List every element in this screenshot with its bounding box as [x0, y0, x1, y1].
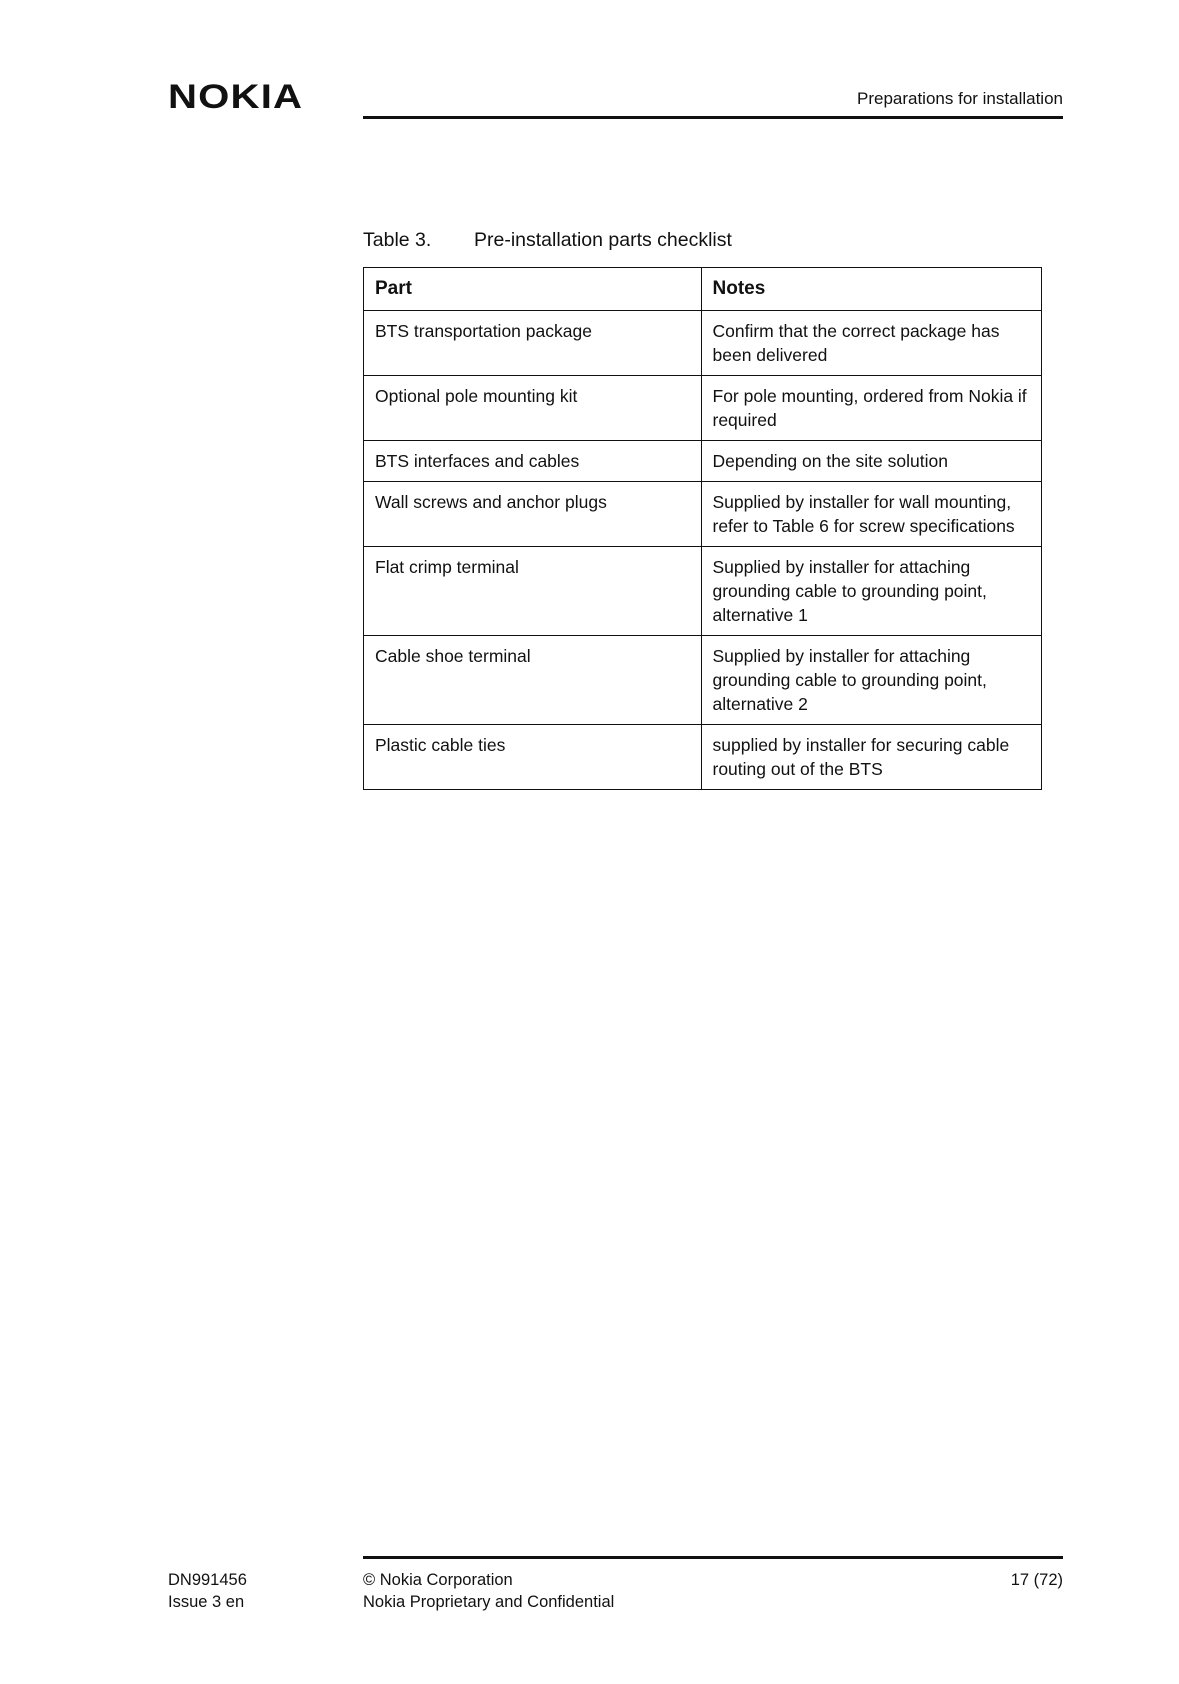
notes-cell: For pole mounting, ordered from Nokia if required — [701, 376, 1042, 441]
notes-cell: Supplied by installer for wall mounting, refer to Table 6 for screw specifications — [701, 482, 1042, 547]
table-row — [364, 636, 1042, 725]
part-cell: Flat crimp terminal — [364, 547, 702, 636]
table-caption-label: Table 3. — [363, 229, 432, 251]
table-row — [364, 441, 1042, 482]
footer-confidentiality: Nokia Proprietary and Confidential — [363, 1593, 615, 1611]
notes-cell: Supplied by installer for attaching grounding cable to grounding point, alternative 1 — [701, 547, 1042, 636]
column-header-part: Part — [364, 268, 702, 311]
notes-cell: Supplied by installer for attaching grounding cable to grounding point, alternative 2 — [701, 636, 1042, 725]
part-cell: Optional pole mounting kit — [364, 376, 702, 441]
part-cell: Cable shoe terminal — [364, 636, 702, 725]
column-header-notes: Notes — [701, 268, 1042, 311]
table-header-row — [364, 268, 1042, 311]
footer-copyright: © Nokia Corporation — [363, 1571, 513, 1589]
footer-document-info — [168, 1569, 247, 1613]
part-cell: Plastic cable ties — [364, 725, 702, 790]
notes-cell: Confirm that the correct package has been delivered — [701, 311, 1042, 376]
table-caption — [363, 228, 732, 252]
parts-checklist-table — [363, 267, 1042, 790]
table-row — [364, 311, 1042, 376]
table-row — [364, 725, 1042, 790]
notes-cell: supplied by installer for securing cable routing out of the BTS — [701, 725, 1042, 790]
table-row — [364, 547, 1042, 636]
footer-page-number: 17 (72) — [1010, 1571, 1063, 1589]
footer-doc-id: DN991456 — [168, 1571, 247, 1589]
part-cell: BTS transportation package — [364, 311, 702, 376]
header-section-title: Preparations for installation — [856, 89, 1063, 108]
table-row — [364, 482, 1042, 547]
footer-legal — [363, 1569, 614, 1613]
part-cell: BTS interfaces and cables — [364, 441, 702, 482]
header-rule — [363, 116, 1063, 119]
table-caption-title: Pre-installation parts checklist — [474, 229, 732, 251]
table-row — [364, 376, 1042, 441]
footer-rule — [363, 1556, 1063, 1559]
footer-issue: Issue 3 en — [168, 1593, 245, 1611]
part-cell: Wall screws and anchor plugs — [364, 482, 702, 547]
notes-cell: Depending on the site solution — [701, 441, 1042, 482]
nokia-logo: NOKIA — [168, 78, 304, 116]
